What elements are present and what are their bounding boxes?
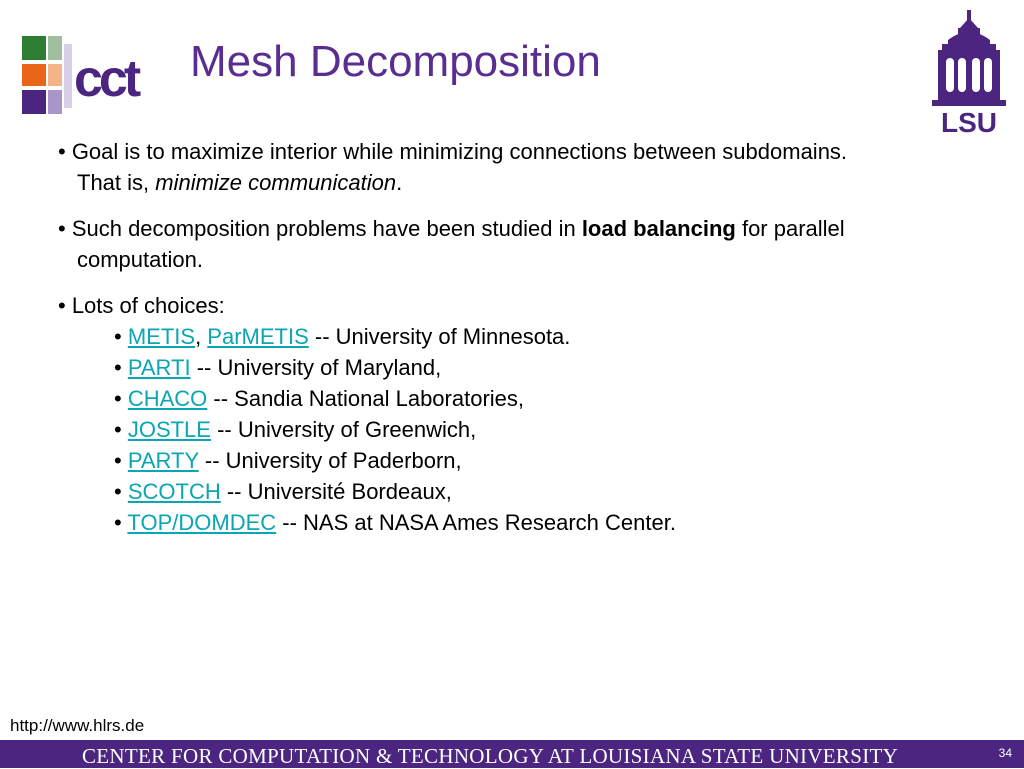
list-desc: -- Université Bordeaux, (220, 479, 452, 504)
bullet-goal-line1: • Goal is to maximize interior while minimizing connections between subdomains. (58, 139, 848, 164)
cct-logo-text: cct (74, 50, 138, 108)
bullet-goal-emphasis: minimize communication (155, 170, 397, 195)
jostle-link[interactable]: JOSTLE (127, 417, 211, 442)
slide-content (58, 136, 998, 553)
cct-logo (20, 34, 180, 118)
list-desc: -- University of Maryland, (190, 355, 442, 380)
lsu-logo-text: LSU (941, 107, 997, 136)
scotch-link[interactable]: SCOTCH (127, 479, 221, 504)
bullet-goal-prefix: That is, (77, 170, 156, 195)
list-bullet: • (114, 510, 128, 535)
bullet-load-balancing (58, 213, 998, 275)
parti-link[interactable]: PARTI (127, 355, 191, 380)
bullet-load-balancing-line2: computation. (77, 247, 203, 272)
list-item (58, 445, 998, 476)
list-item (58, 352, 998, 383)
top-domdec-link[interactable]: TOP/DOMDEC (127, 510, 277, 535)
list-desc: -- University of Minnesota. (308, 324, 571, 349)
list-bullet: • (114, 448, 128, 473)
bullet-load-balancing-line1 (58, 213, 998, 244)
list-desc: -- University of Paderborn, (198, 448, 462, 473)
list-bullet: • (114, 386, 128, 411)
bullet-lb-bold: load balancing (581, 216, 736, 241)
list-desc: -- NAS at NASA Ames Research Center. (276, 510, 676, 535)
list-item (58, 383, 998, 414)
list-item (58, 507, 998, 538)
footer-bar (0, 740, 1024, 768)
bullet-goal-line2 (58, 167, 998, 198)
list-desc: -- Sandia National Laboratories, (207, 386, 525, 411)
list-desc: -- University of Greenwich, (210, 417, 477, 442)
bullet-goal (58, 136, 998, 198)
lsu-logo (928, 10, 1010, 136)
list-bullet: • (114, 355, 128, 380)
source-url: http://www.hlrs.de (10, 716, 145, 735)
bullet-goal-suffix: . (396, 170, 403, 195)
list-item (58, 321, 998, 352)
list-bullet: • (114, 479, 128, 504)
bullet-choices (58, 290, 998, 538)
bullet-lb-prefix: • Such decomposition problems have been studied in (58, 216, 582, 241)
footer-text: CENTER FOR COMPUTATION & TECHNOLOGY AT LOUISIANA STATE UNIVERSITY (82, 744, 899, 768)
slide-title: Mesh Decomposition (190, 37, 601, 86)
choices-list (58, 321, 998, 538)
list-bullet: • (114, 417, 128, 442)
list-separator: , (195, 324, 208, 349)
list-item (58, 414, 998, 445)
bullet-choices-heading: • Lots of choices: (58, 293, 225, 318)
chaco-link[interactable]: CHACO (127, 386, 208, 411)
bullet-lb-suffix: for parallel (735, 216, 845, 241)
page-number: 34 (998, 746, 1012, 760)
list-bullet: • (114, 324, 128, 349)
parmetis-link[interactable]: ParMETIS (207, 324, 309, 349)
party-link[interactable]: PARTY (127, 448, 199, 473)
list-item (58, 476, 998, 507)
metis-link[interactable]: METIS (127, 324, 196, 349)
